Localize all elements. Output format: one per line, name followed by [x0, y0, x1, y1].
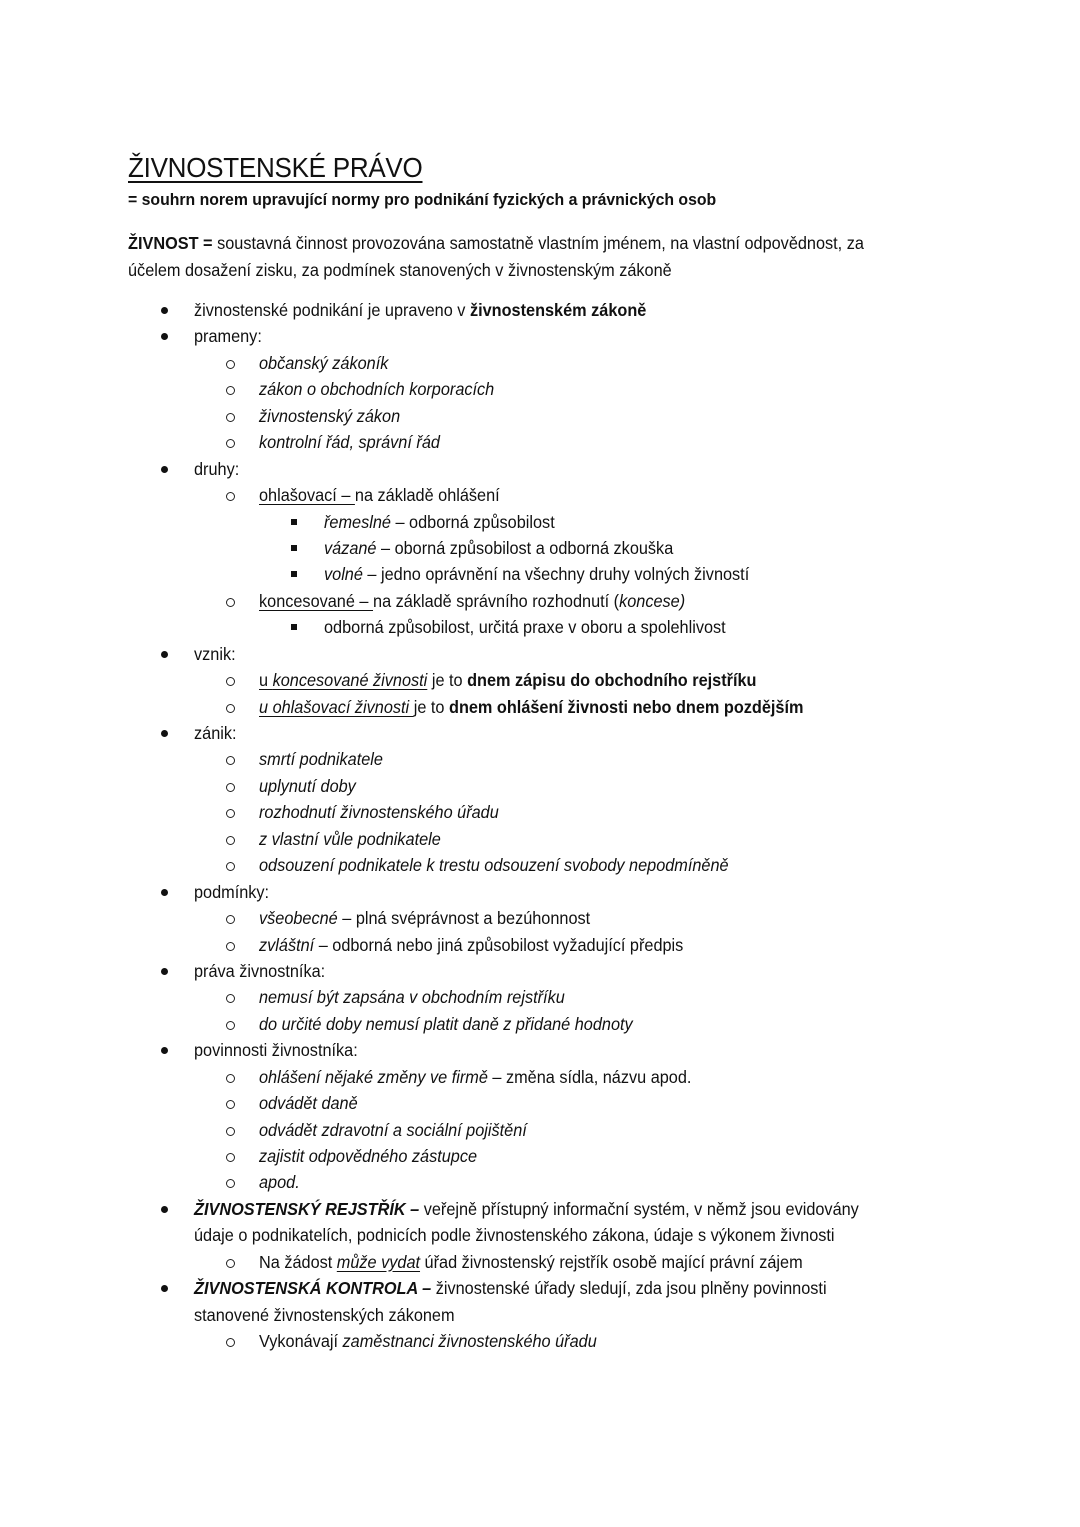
list-item: občanský zákoník	[0, 350, 1080, 376]
list-item-regulated: živnostenské podnikání je upraveno v živnostenském zákoně	[0, 297, 1080, 323]
list-item-reporting: ohlašovací – na základě ohlášení	[0, 482, 1080, 508]
definition-line-2: účelem dosažení zisku, za podmínek stanovených v živnostenským zákoně	[128, 259, 672, 280]
bullet-dot-icon	[161, 1285, 168, 1292]
list-item: zvláštní – odborná nebo jiná způsobilost vyžadující předpis	[0, 932, 1080, 958]
list-item-register-continued: údaje o podnikatelích, podnicích podle živnostenského zákona, údaje s výkonem živnosti	[194, 1225, 835, 1246]
list-item-types: druhy:	[0, 456, 1080, 482]
list-item: odsouzení podnikatele k trestu odsouzení svobody nepodmíněně	[0, 852, 1080, 878]
list-item-sources: prameny:	[0, 323, 1080, 349]
list-item: u koncesované živnosti je to dnem zápisu do obchodního rejstříku	[0, 667, 1080, 693]
bullet-dot-icon	[161, 889, 168, 896]
list-item: rozhodnutí živnostenského úřadu	[0, 799, 1080, 825]
bullet-dot-icon	[161, 968, 168, 975]
list-item-conditions: podmínky:	[0, 879, 1080, 905]
bullet-square-icon	[291, 519, 297, 525]
bullet-square-icon	[291, 571, 297, 577]
bullet-dot-icon	[161, 307, 168, 314]
bullet-circle-icon	[226, 994, 235, 1003]
subtitle: = souhrn norem upravující normy pro podnikání fyzických a právnických osob	[128, 190, 717, 209]
list-item: volné – jedno oprávnění na všechny druhy volných živností	[0, 561, 1080, 587]
list-item-register: ŽIVNOSTENSKÝ REJSTŘÍK – veřejně přístupný informační systém, v němž jsou evidovány	[0, 1196, 1080, 1222]
list-item-licensed: koncesované – na základě správního rozhodnutí (koncese)	[0, 588, 1080, 614]
bullet-circle-icon	[226, 413, 235, 422]
list-item: řemeslné – odborná způsobilost	[0, 509, 1080, 535]
bullet-dot-icon	[161, 333, 168, 340]
bullet-dot-icon	[161, 730, 168, 737]
list-item: apod.	[0, 1169, 1080, 1195]
definition-line-1: ŽIVNOST = soustavná činnost provozována samostatně vlastním jménem, na vlastní odpovědnost, za	[128, 233, 864, 253]
bullet-circle-icon	[226, 915, 235, 924]
bullet-circle-icon	[226, 756, 235, 765]
list-item-control-continued: stanovené živnostenských zákonem	[194, 1304, 455, 1325]
list-item: z vlastní vůle podnikatele	[0, 826, 1080, 852]
bullet-circle-icon	[226, 783, 235, 792]
bullet-circle-icon	[226, 386, 235, 395]
definition-term: ŽIVNOST =	[128, 233, 213, 253]
list-item: zajistit odpovědného zástupce	[0, 1143, 1080, 1169]
list-item: Na žádost může vydat úřad živnostenský rejstřík osobě mající právní zájem	[0, 1249, 1080, 1275]
bullet-circle-icon	[226, 862, 235, 871]
bullet-square-icon	[291, 545, 297, 551]
list-item: živnostenský zákon	[0, 403, 1080, 429]
bullet-circle-icon	[226, 1338, 235, 1347]
list-item: vázané – oborná způsobilost a odborná zkouška	[0, 535, 1080, 561]
definition-paragraph	[128, 230, 1008, 283]
list-item-origin: vznik:	[0, 641, 1080, 667]
list-item-termination: zánik:	[0, 720, 1080, 746]
bullet-circle-icon	[226, 598, 235, 607]
bullet-dot-icon	[161, 1047, 168, 1054]
bullet-circle-icon	[226, 836, 235, 845]
bullet-circle-icon	[226, 492, 235, 501]
list-item: do určité doby nemusí platit daně z přidané hodnoty	[0, 1011, 1080, 1037]
bullet-list	[0, 297, 1080, 1355]
bullet-dot-icon	[161, 1206, 168, 1213]
list-item: všeobecné – plná svéprávnost a bezúhonnost	[0, 905, 1080, 931]
bullet-circle-icon	[226, 1074, 235, 1083]
bullet-circle-icon	[226, 677, 235, 686]
list-item: odvádět daně	[0, 1090, 1080, 1116]
list-item: Vykonávají zaměstnanci živnostenského úřadu	[0, 1328, 1080, 1354]
list-item: u ohlašovací živnosti je to dnem ohlášení živnosti nebo dnem pozdějším	[0, 694, 1080, 720]
page-title: ŽIVNOSTENSKÉ PRÁVO	[128, 152, 423, 183]
bullet-circle-icon	[226, 360, 235, 369]
bullet-circle-icon	[226, 1153, 235, 1162]
list-item: nemusí být zapsána v obchodním rejstříku	[0, 984, 1080, 1010]
bullet-circle-icon	[226, 439, 235, 448]
list-item: zákon o obchodních korporacích	[0, 376, 1080, 402]
list-item: kontrolní řád, správní řád	[0, 429, 1080, 455]
list-item: smrtí podnikatele	[0, 746, 1080, 772]
bullet-circle-icon	[226, 1179, 235, 1188]
bullet-square-icon	[291, 624, 297, 630]
list-item-control: ŽIVNOSTENSKÁ KONTROLA – živnostenské úřady sledují, zda jsou plněny povinnosti	[0, 1275, 1080, 1301]
bullet-circle-icon	[226, 1100, 235, 1109]
bullet-circle-icon	[226, 809, 235, 818]
list-item: odborná způsobilost, určitá praxe v oboru a spolehlivost	[0, 614, 1080, 640]
bullet-circle-icon	[226, 704, 235, 713]
list-item-rights: práva živnostníka:	[0, 958, 1080, 984]
bullet-circle-icon	[226, 1259, 235, 1268]
list-item: ohlášení nějaké změny ve firmě – změna sídla, názvu apod.	[0, 1064, 1080, 1090]
bullet-circle-icon	[226, 1021, 235, 1030]
list-item-duties: povinnosti živnostníka:	[0, 1037, 1080, 1063]
list-item: odvádět zdravotní a sociální pojištění	[0, 1117, 1080, 1143]
bullet-circle-icon	[226, 942, 235, 951]
bullet-circle-icon	[226, 1127, 235, 1136]
bullet-dot-icon	[161, 466, 168, 473]
list-item: uplynutí doby	[0, 773, 1080, 799]
bullet-dot-icon	[161, 651, 168, 658]
